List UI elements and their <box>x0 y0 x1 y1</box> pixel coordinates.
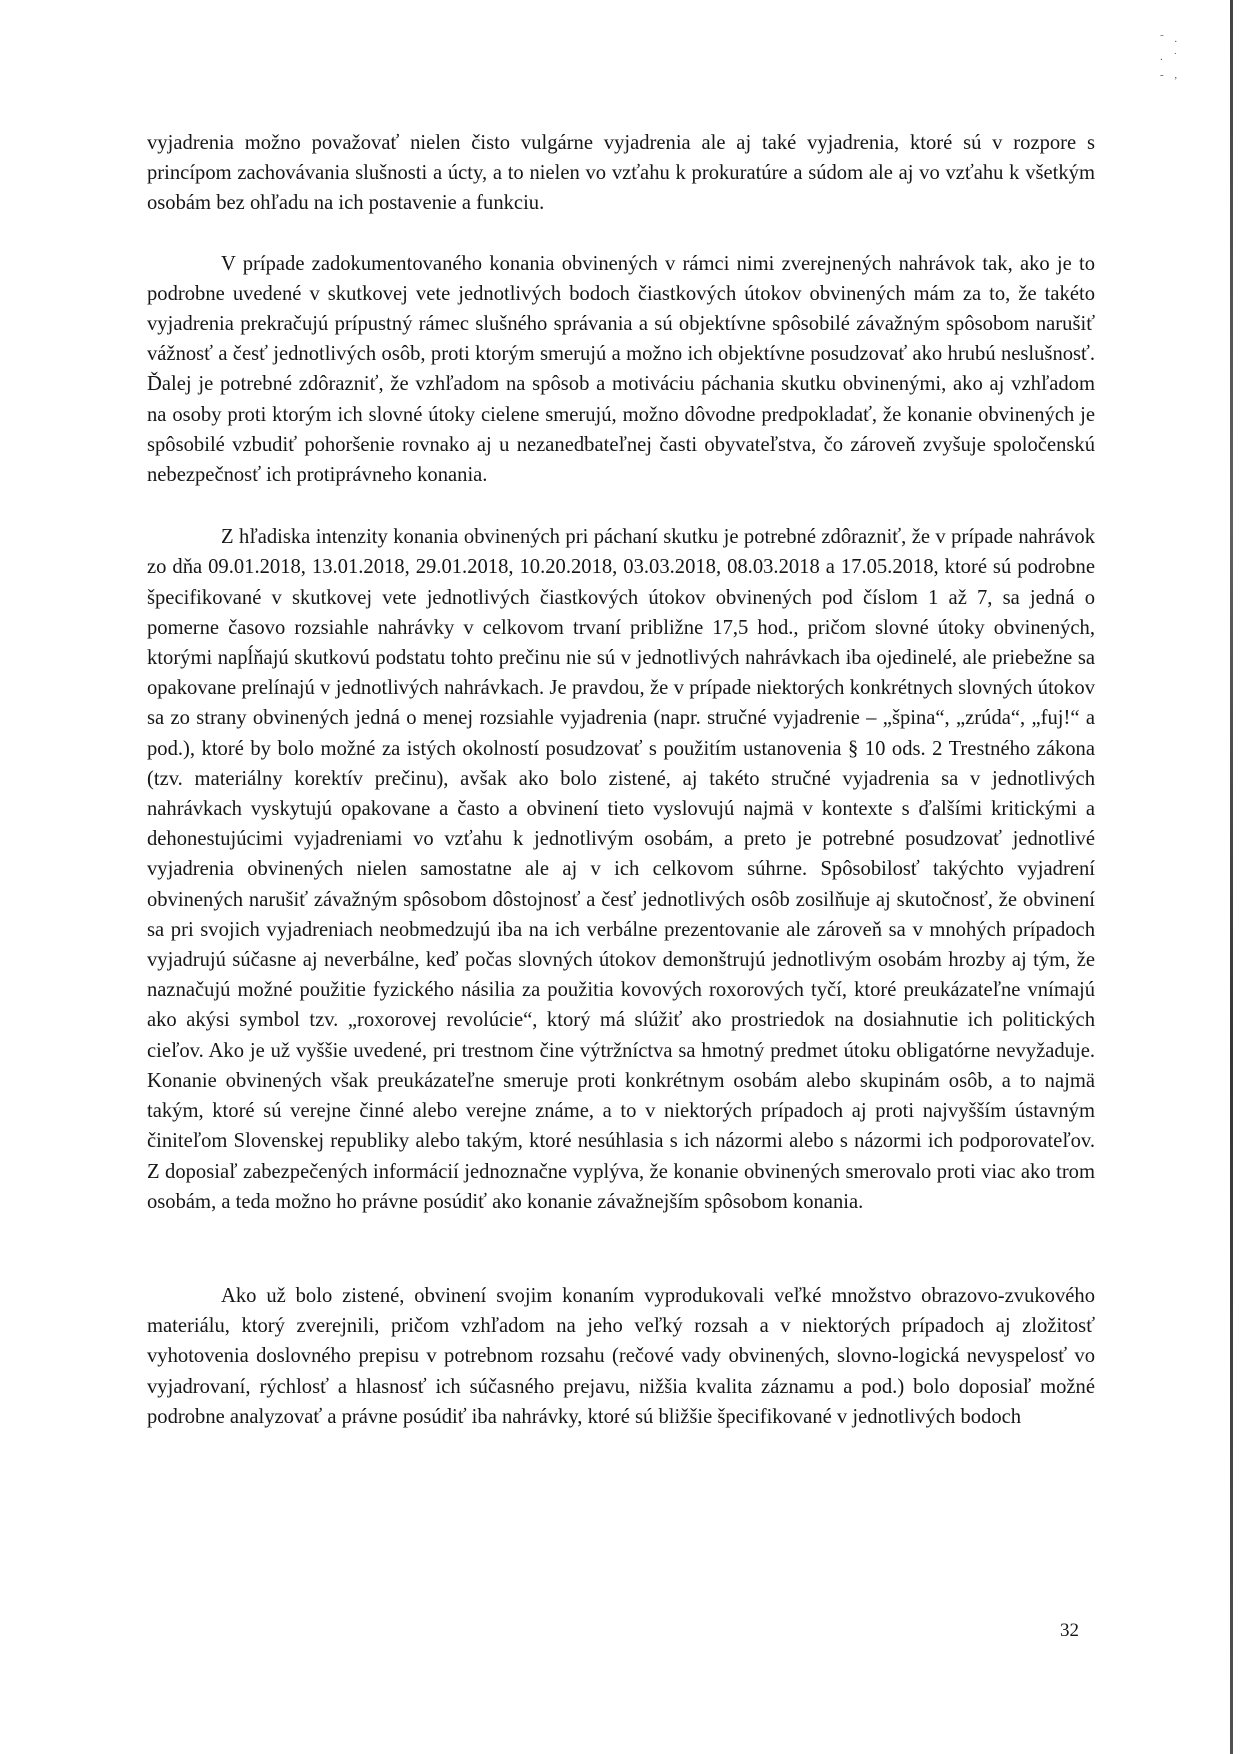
scan-artifact-marks: ˜ . . ˙ - , <box>1160 33 1182 81</box>
paragraph-produced-material: Ako už bolo zistené, obvinení svojim konaním vyprodukovali veľké množstvo obrazovo-zvukového materiálu, ktorý zverejnili, pričom vzhľadom na jeho veľký rozsah a v niektorých prípadoch aj zložitosť vyhotovenia doslovného prepisu v potrebnom rozsahu (rečové vady obvinených, slovno-logická nevyspelosť vo vyjadrovaní, rýchlosť a hlasnosť ich súčasného prejavu, nižšia kvalita záznamu a pod.) bolo doposiaľ možné podrobne analyzovať a právne posúdiť iba nahrávky, ktoré sú bližšie špecifikované v jednotlivých bodoch <box>147 1284 1095 1428</box>
paragraph-continuation: vyjadrenia možno považovať nielen čisto vulgárne vyjadrenia ale aj také vyjadrenia, ktoré sú v rozpore s princípom zachovávania slušnosti a úcty, a to nielen vo vzťahu k prokuratúre a súdom ale aj vo vzťahu k všetkým osobám bez ohľadu na ich postavenie a funkciu. <box>147 132 1095 215</box>
paragraph-intensity-of-conduct: Z hľadiska intenzity konania obvinených pri páchaní skutku je potrebné zdôrazniť, že v prípade nahrávok zo dňa 09.01.2018, 13.01.2018, 29.01.2018, 10.20.2018, 03.03.2018, 08.03.2018 a 17.05.2018, ktoré sú podrobne špecifikované v skutkovej vete jednotlivých čiastkových útokov obvinených pod číslom 1 až 7, sa jedná o pomerne časovo rozsiahle nahrávky v celkovom trvaní približne 17,5 hod., pričom slovné útoky obvinených, ktorými napĺňajú skutkovú podstatu tohto prečinu nie sú v jednotlivých nahrávkach iba ojedinelé, ale priebežne sa opakovane prelínajú v jednotlivých nahrávkach. Je pravdou, že v prípade niektorých konkrétnych slovných útokov sa zo strany obvinených jedná o menej rozsiahle vyjadrenia (napr. stručné vyjadrenie – „špina“, „zrúda“, „fuj!“ a pod.), ktoré by bolo možné za istých okolností posudzovať s použitím ustanovenia § 10 ods. 2 Trestného zákona (tzv. materiálny korektív prečinu), avšak ako bolo zistené, aj takéto stručné vyjadrenia sa v jednotlivých nahrávkach vyskytujú opakovane a často a obvinení tieto vyslovujú najmä v kontexte s ďalšími kritickými a dehonestujúcimi vyjadreniami vo vzťahu k jednotlivým osobám, a preto je potrebné posudzovať jednotlivé vyjadrenia obvinených nielen samostatne ale aj v ich celkovom súhrne. Spôsobilosť takýchto vyjadrení obvinených narušiť závažným spôsobom dôstojnosť a česť jednotlivých osôb zosilňuje aj skutočnosť, že obvinení sa pri svojich vyjadreniach neobmedzujú iba na ich verbálne prezentovanie ale zároveň sa v mnohých prípadoch vyjadrujú súčasne aj neverbálne, keď počas slovných útokov demonštrujú jednotlivým osobám hrozby aj tým, že naznačujú možné použitie fyzického násilia za použitia kovových roxorových tyčí, ktoré preukázateľne vnímajú ako akýsi symbol tzv. „roxorovej revolúcie“, ktorý má slúžiť ako prostriedok na dosiahnutie ich politických cieľov. Ako je už vyššie uvedené, pri trestnom čine výtržníctva sa hmotný predmet útoku obligatórne nevyžaduje. Konanie obvinených však preukázateľne smeruje proti konkrétnym osobám alebo skupinám osôb, a to najmä takým, ktoré sú verejne činné alebo verejne známe, a to v niektorých prípadoch aj proti najvyšším ústavným činiteľom Slovenskej republiky alebo takým, ktoré nesúhlasia s ich názormi alebo s názormi ich podporovateľov. Z doposiaľ zabezpečených informácií jednoznačne vyplýva, že konanie obvinených smerovalo proti viac ako trom osobám, a teda možno ho právne posúdiť ako konanie závažnejším spôsobom konania. <box>147 526 1095 1213</box>
document-body <box>147 128 1095 1432</box>
page-number: 32 <box>1060 1620 1079 1641</box>
paragraph-recorded-conduct: V prípade zadokumentovaného konania obvinených v rámci nimi zverejnených nahrávok tak, ako je to podrobne uvedené v skutkovej vete jednotlivých bodoch čiastkových útokov obvinených mám za to, že takéto vyjadrenia prekračujú prípustný rámec slušného správania a sú objektívne spôsobilé závažným spôsobom narušiť vážnosť a česť jednotlivých osôb, proti ktorým smerujú a možno ich objektívne posudzovať ako hrubú neslušnosť. Ďalej je potrebné zdôrazniť, že vzhľadom na spôsob a motiváciu páchania skutku obvinenými, ako aj vzhľadom na osoby proti ktorým ich slovné útoky cielene smerujú, možno dôvodne predpokladať, že konanie obvinených je spôsobilé vzbudiť pohoršenie rovnako aj u nezanedbateľnej časti obyvateľstva, čo zároveň zvyšuje spoločenskú nebezpečnosť ich protiprávneho konania. <box>147 252 1095 487</box>
scan-border <box>1230 0 1233 1754</box>
